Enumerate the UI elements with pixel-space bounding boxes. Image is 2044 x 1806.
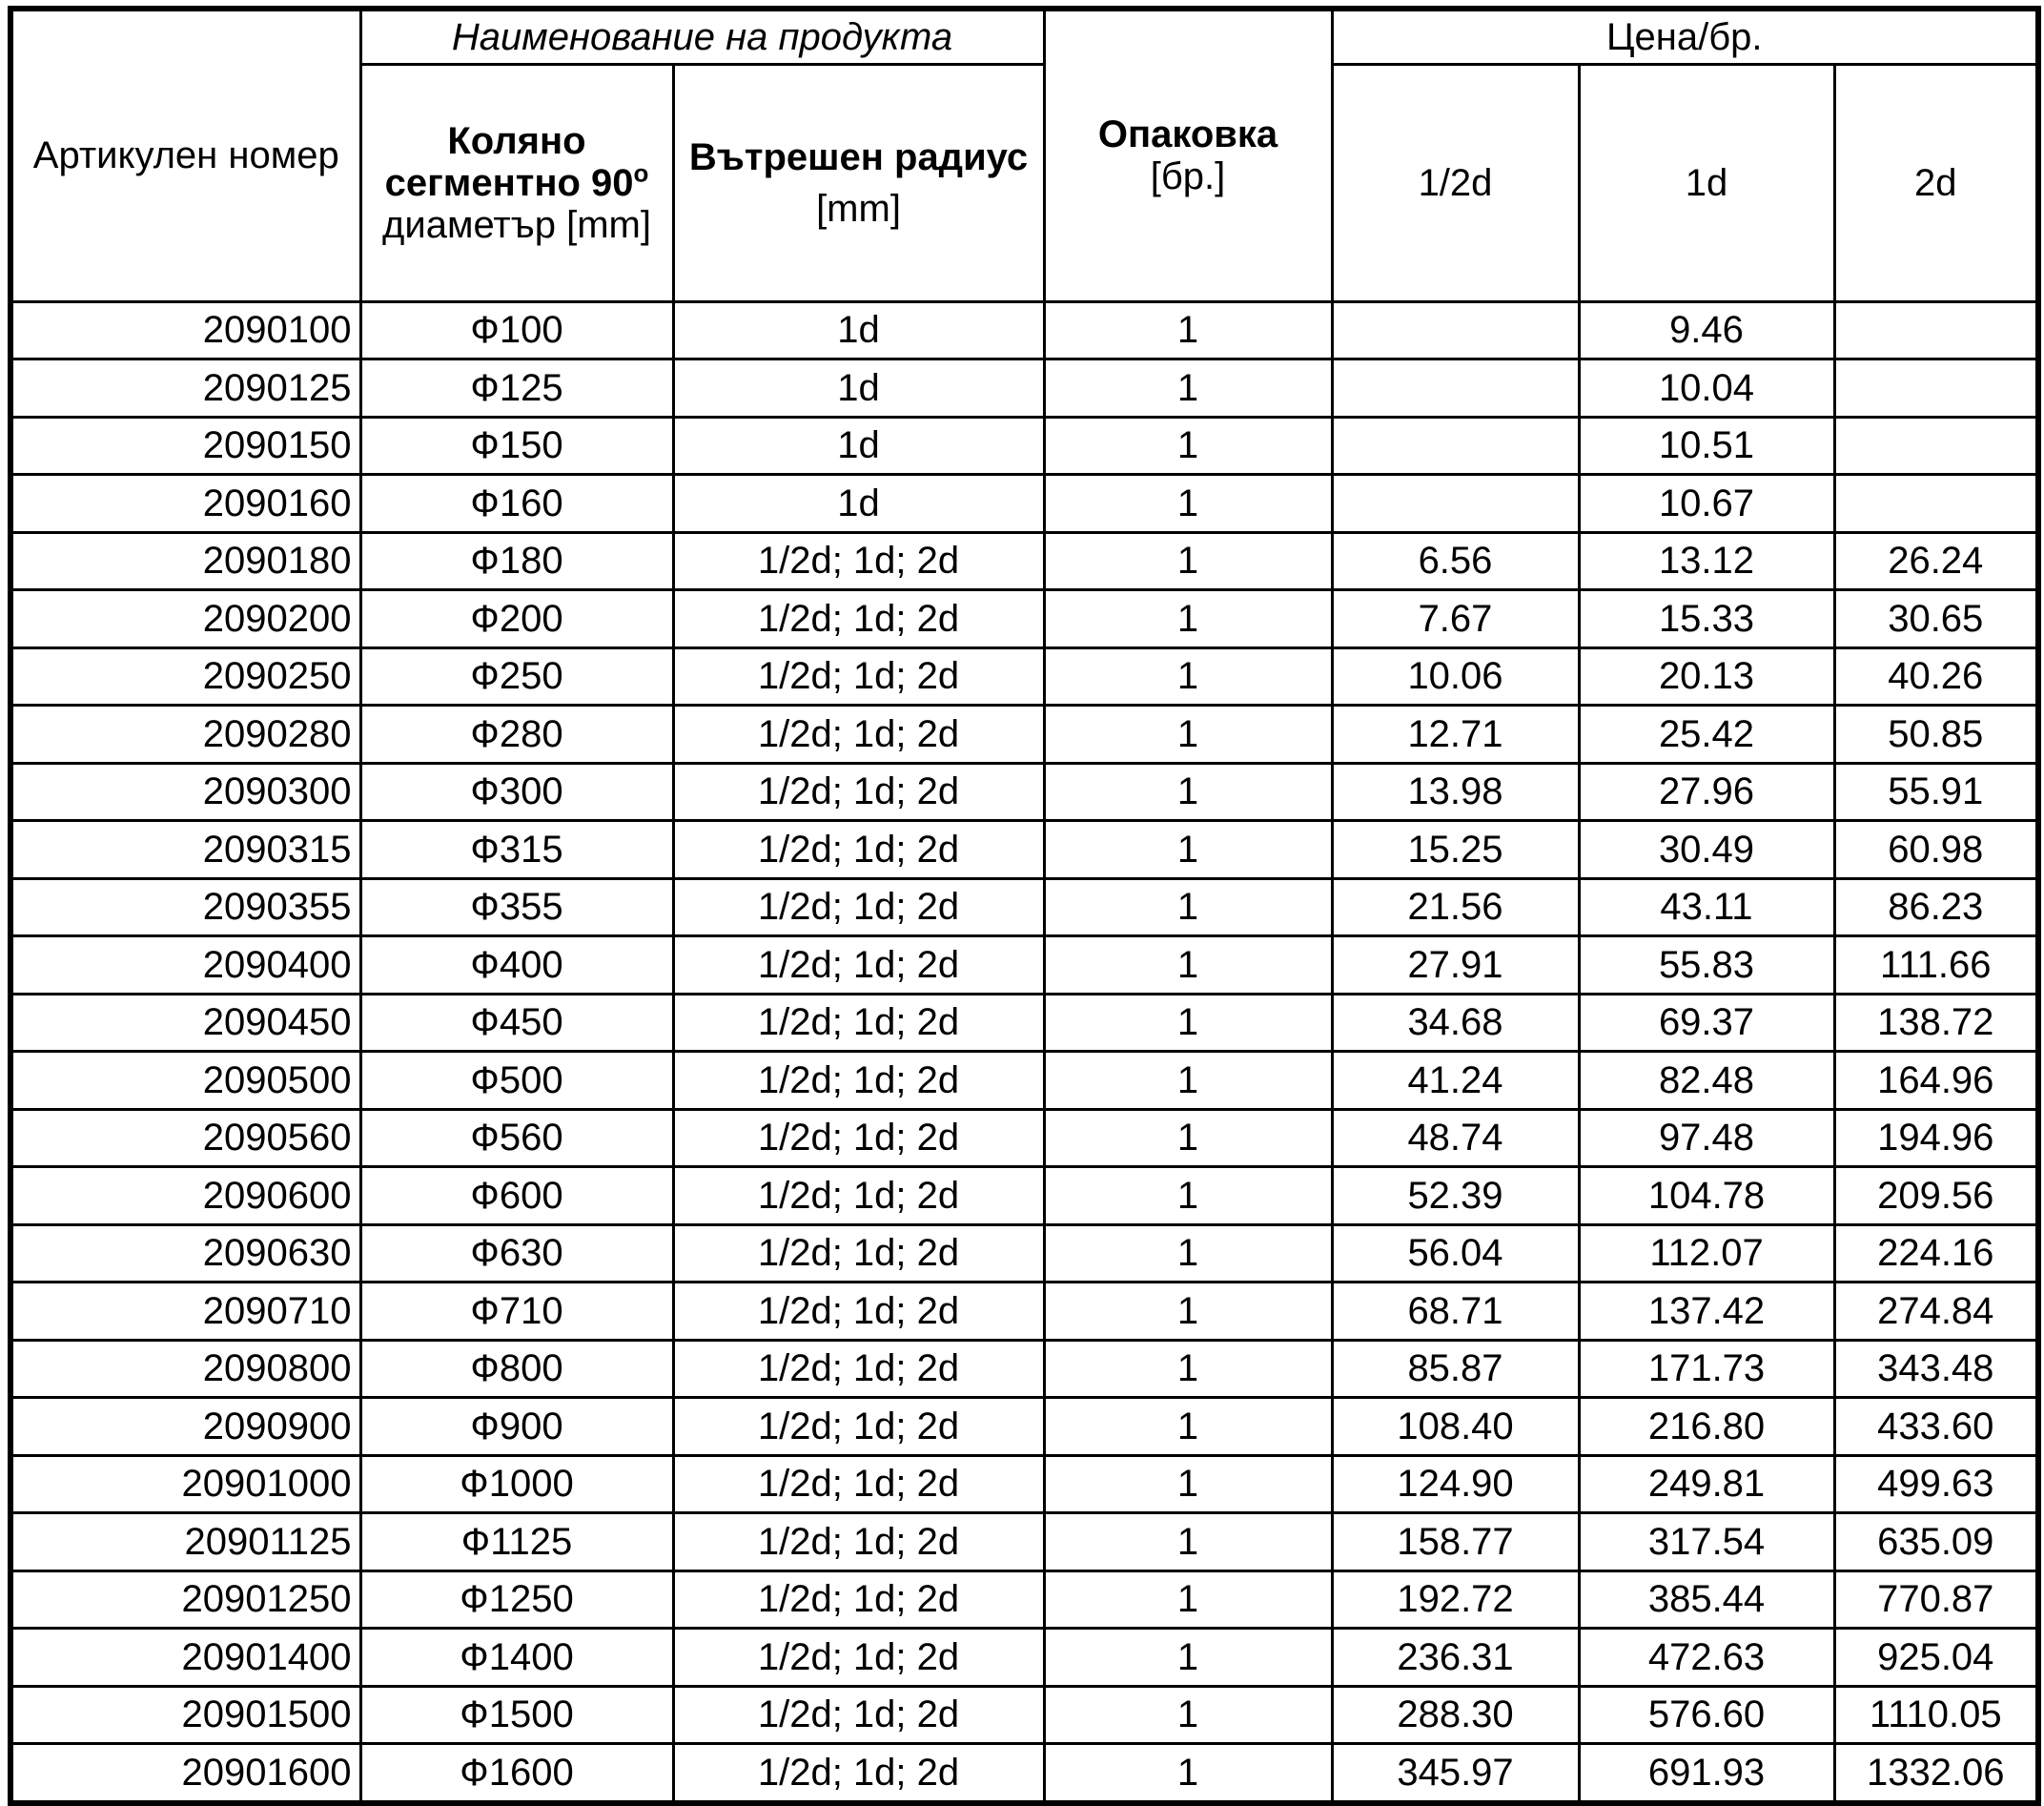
cell-package: 1 <box>1044 1513 1332 1571</box>
table-row <box>10 1570 2038 1629</box>
cell-package: 1 <box>1044 590 1332 648</box>
table-row <box>10 417 2038 475</box>
cell-price-2d: 138.72 <box>1834 994 2038 1052</box>
cell-article-number: 2090180 <box>10 532 360 590</box>
cell-package: 1 <box>1044 1629 1332 1687</box>
cell-inner-radius: 1/2d; 1d; 2d <box>673 1109 1044 1167</box>
header-price-2d: 2d <box>1834 64 2038 301</box>
cell-price-half-d: 34.68 <box>1332 994 1579 1052</box>
cell-package: 1 <box>1044 994 1332 1052</box>
cell-price-1d: 27.96 <box>1579 763 1834 821</box>
cell-diameter: Ф710 <box>360 1283 673 1341</box>
cell-price-1d: 15.33 <box>1579 590 1834 648</box>
header-elbow-line3: диаметър [mm] <box>382 203 651 246</box>
cell-diameter: Ф450 <box>360 994 673 1052</box>
cell-price-half-d <box>1332 417 1579 475</box>
cell-diameter: Ф150 <box>360 417 673 475</box>
cell-package: 1 <box>1044 475 1332 533</box>
cell-price-1d: 82.48 <box>1579 1052 1834 1110</box>
table-row <box>10 590 2038 648</box>
cell-article-number: 2090450 <box>10 994 360 1052</box>
cell-diameter: Ф100 <box>360 301 673 359</box>
cell-package: 1 <box>1044 1340 1332 1398</box>
cell-diameter: Ф600 <box>360 1167 673 1225</box>
cell-article-number: 20901600 <box>10 1744 360 1803</box>
cell-price-1d: 10.51 <box>1579 417 1834 475</box>
cell-price-2d: 770.87 <box>1834 1570 2038 1629</box>
header-elbow-diameter <box>360 64 673 301</box>
cell-price-2d: 30.65 <box>1834 590 2038 648</box>
table-row <box>10 301 2038 359</box>
header-product-name: Наименование на продукта <box>360 9 1044 64</box>
cell-package: 1 <box>1044 706 1332 764</box>
cell-package: 1 <box>1044 936 1332 995</box>
cell-inner-radius: 1/2d; 1d; 2d <box>673 1686 1044 1744</box>
header-inner-radius-unit: [mm] <box>816 187 901 230</box>
cell-price-2d: 209.56 <box>1834 1167 2038 1225</box>
cell-price-1d: 249.81 <box>1579 1455 1834 1513</box>
cell-diameter: Ф280 <box>360 706 673 764</box>
cell-inner-radius: 1/2d; 1d; 2d <box>673 936 1044 995</box>
cell-price-half-d <box>1332 475 1579 533</box>
cell-inner-radius: 1/2d; 1d; 2d <box>673 1513 1044 1571</box>
cell-article-number: 20901500 <box>10 1686 360 1744</box>
cell-price-half-d <box>1332 359 1579 418</box>
cell-package: 1 <box>1044 1570 1332 1629</box>
cell-diameter: Ф160 <box>360 475 673 533</box>
table-row <box>10 821 2038 879</box>
cell-inner-radius: 1/2d; 1d; 2d <box>673 1744 1044 1803</box>
cell-package: 1 <box>1044 1455 1332 1513</box>
table-row <box>10 1744 2038 1803</box>
cell-inner-radius: 1/2d; 1d; 2d <box>673 994 1044 1052</box>
table-row <box>10 1283 2038 1341</box>
cell-price-half-d: 21.56 <box>1332 878 1579 936</box>
cell-package: 1 <box>1044 878 1332 936</box>
header-degree-mark: o <box>633 158 649 188</box>
cell-price-half-d: 7.67 <box>1332 590 1579 648</box>
cell-article-number: 20901000 <box>10 1455 360 1513</box>
cell-price-half-d: 85.87 <box>1332 1340 1579 1398</box>
cell-package: 1 <box>1044 1283 1332 1341</box>
cell-article-number: 2090100 <box>10 301 360 359</box>
header-elbow-line1: Коляно <box>447 119 586 162</box>
cell-price-half-d: 10.06 <box>1332 647 1579 706</box>
table-row <box>10 1109 2038 1167</box>
cell-inner-radius: 1/2d; 1d; 2d <box>673 1455 1044 1513</box>
header-price-1d: 1d <box>1579 64 1834 301</box>
cell-price-1d: 171.73 <box>1579 1340 1834 1398</box>
cell-diameter: Ф1000 <box>360 1455 673 1513</box>
cell-article-number: 2090200 <box>10 590 360 648</box>
cell-inner-radius: 1/2d; 1d; 2d <box>673 1224 1044 1283</box>
cell-diameter: Ф180 <box>360 532 673 590</box>
cell-diameter: Ф900 <box>360 1398 673 1456</box>
table-row <box>10 1340 2038 1398</box>
table-row <box>10 1167 2038 1225</box>
cell-article-number: 2090300 <box>10 763 360 821</box>
cell-price-half-d: 192.72 <box>1332 1570 1579 1629</box>
cell-article-number: 2090500 <box>10 1052 360 1110</box>
table-row <box>10 1513 2038 1571</box>
cell-diameter: Ф355 <box>360 878 673 936</box>
cell-price-1d: 10.04 <box>1579 359 1834 418</box>
cell-diameter: Ф630 <box>360 1224 673 1283</box>
cell-inner-radius: 1d <box>673 359 1044 418</box>
cell-price-half-d: 124.90 <box>1332 1455 1579 1513</box>
cell-article-number: 2090315 <box>10 821 360 879</box>
cell-price-half-d: 108.40 <box>1332 1398 1579 1456</box>
table-row <box>10 706 2038 764</box>
cell-price-2d: 433.60 <box>1834 1398 2038 1456</box>
cell-price-1d: 9.46 <box>1579 301 1834 359</box>
cell-price-1d: 317.54 <box>1579 1513 1834 1571</box>
cell-price-2d: 1110.05 <box>1834 1686 2038 1744</box>
cell-inner-radius: 1/2d; 1d; 2d <box>673 821 1044 879</box>
cell-price-1d: 216.80 <box>1579 1398 1834 1456</box>
table-row <box>10 1052 2038 1110</box>
cell-price-1d: 13.12 <box>1579 532 1834 590</box>
cell-article-number: 20901125 <box>10 1513 360 1571</box>
cell-price-2d <box>1834 475 2038 533</box>
cell-article-number: 2090560 <box>10 1109 360 1167</box>
header-elbow-line2 <box>362 158 672 204</box>
cell-inner-radius: 1d <box>673 417 1044 475</box>
cell-inner-radius: 1/2d; 1d; 2d <box>673 532 1044 590</box>
cell-price-1d: 97.48 <box>1579 1109 1834 1167</box>
cell-inner-radius: 1/2d; 1d; 2d <box>673 1052 1044 1110</box>
cell-price-2d <box>1834 301 2038 359</box>
cell-article-number: 2090900 <box>10 1398 360 1456</box>
cell-price-2d: 26.24 <box>1834 532 2038 590</box>
cell-diameter: Ф1500 <box>360 1686 673 1744</box>
cell-package: 1 <box>1044 647 1332 706</box>
cell-package: 1 <box>1044 821 1332 879</box>
cell-package: 1 <box>1044 763 1332 821</box>
table-row <box>10 1455 2038 1513</box>
cell-package: 1 <box>1044 1167 1332 1225</box>
cell-diameter: Ф500 <box>360 1052 673 1110</box>
header-price-per-piece: Цена/бр. <box>1332 9 2038 64</box>
cell-price-1d: 69.37 <box>1579 994 1834 1052</box>
cell-diameter: Ф300 <box>360 763 673 821</box>
cell-package: 1 <box>1044 359 1332 418</box>
table-row <box>10 1629 2038 1687</box>
cell-price-2d: 224.16 <box>1834 1224 2038 1283</box>
cell-package: 1 <box>1044 1686 1332 1744</box>
cell-price-1d: 385.44 <box>1579 1570 1834 1629</box>
cell-package: 1 <box>1044 301 1332 359</box>
cell-package: 1 <box>1044 1052 1332 1110</box>
cell-price-2d: 274.84 <box>1834 1283 2038 1341</box>
cell-price-1d: 472.63 <box>1579 1629 1834 1687</box>
cell-price-half-d: 6.56 <box>1332 532 1579 590</box>
cell-price-1d: 30.49 <box>1579 821 1834 879</box>
cell-price-2d: 111.66 <box>1834 936 2038 995</box>
cell-article-number: 2090630 <box>10 1224 360 1283</box>
cell-inner-radius: 1/2d; 1d; 2d <box>673 1283 1044 1341</box>
header-inner-radius-label: Вътрешен радиус <box>688 135 1029 178</box>
cell-inner-radius: 1/2d; 1d; 2d <box>673 1570 1044 1629</box>
cell-inner-radius: 1/2d; 1d; 2d <box>673 706 1044 764</box>
cell-diameter: Ф125 <box>360 359 673 418</box>
cell-price-2d: 343.48 <box>1834 1340 2038 1398</box>
cell-inner-radius: 1/2d; 1d; 2d <box>673 1167 1044 1225</box>
cell-price-2d: 164.96 <box>1834 1052 2038 1110</box>
header-price-half-d: 1/2d <box>1332 64 1579 301</box>
cell-price-2d: 40.26 <box>1834 647 2038 706</box>
header-inner-radius <box>673 64 1044 301</box>
cell-price-half-d <box>1332 301 1579 359</box>
cell-price-2d: 55.91 <box>1834 763 2038 821</box>
cell-price-1d: 20.13 <box>1579 647 1834 706</box>
table-row <box>10 475 2038 533</box>
cell-package: 1 <box>1044 1744 1332 1803</box>
cell-inner-radius: 1/2d; 1d; 2d <box>673 1629 1044 1687</box>
cell-price-half-d: 288.30 <box>1332 1686 1579 1744</box>
cell-article-number: 20901400 <box>10 1629 360 1687</box>
cell-price-2d <box>1834 359 2038 418</box>
table-row <box>10 647 2038 706</box>
cell-price-2d: 635.09 <box>1834 1513 2038 1571</box>
cell-price-half-d: 15.25 <box>1332 821 1579 879</box>
header-package <box>1044 9 1332 301</box>
cell-inner-radius: 1/2d; 1d; 2d <box>673 763 1044 821</box>
cell-price-2d: 499.63 <box>1834 1455 2038 1513</box>
cell-price-2d <box>1834 417 2038 475</box>
cell-price-half-d: 48.74 <box>1332 1109 1579 1167</box>
price-table <box>8 6 2041 1806</box>
table-row <box>10 1224 2038 1283</box>
cell-inner-radius: 1/2d; 1d; 2d <box>673 1398 1044 1456</box>
table-row <box>10 1686 2038 1744</box>
cell-diameter: Ф1250 <box>360 1570 673 1629</box>
cell-article-number: 2090280 <box>10 706 360 764</box>
cell-price-half-d: 345.97 <box>1332 1744 1579 1803</box>
cell-price-2d: 60.98 <box>1834 821 2038 879</box>
table-row <box>10 359 2038 418</box>
cell-price-half-d: 52.39 <box>1332 1167 1579 1225</box>
header-package-unit: [бр.] <box>1150 155 1226 198</box>
cell-price-half-d: 13.98 <box>1332 763 1579 821</box>
cell-diameter: Ф560 <box>360 1109 673 1167</box>
cell-price-1d: 691.93 <box>1579 1744 1834 1803</box>
table-body <box>10 301 2038 1803</box>
cell-inner-radius: 1/2d; 1d; 2d <box>673 647 1044 706</box>
cell-article-number: 2090800 <box>10 1340 360 1398</box>
cell-diameter: Ф1600 <box>360 1744 673 1803</box>
cell-price-half-d: 56.04 <box>1332 1224 1579 1283</box>
cell-package: 1 <box>1044 1398 1332 1456</box>
cell-price-2d: 1332.06 <box>1834 1744 2038 1803</box>
cell-article-number: 2090355 <box>10 878 360 936</box>
cell-price-1d: 55.83 <box>1579 936 1834 995</box>
cell-price-2d: 86.23 <box>1834 878 2038 936</box>
cell-price-half-d: 158.77 <box>1332 1513 1579 1571</box>
cell-article-number: 2090160 <box>10 475 360 533</box>
cell-inner-radius: 1d <box>673 301 1044 359</box>
table-row <box>10 994 2038 1052</box>
header-article-number: Артикулен номер <box>10 9 360 301</box>
cell-article-number: 2090400 <box>10 936 360 995</box>
cell-price-half-d: 236.31 <box>1332 1629 1579 1687</box>
cell-price-1d: 137.42 <box>1579 1283 1834 1341</box>
price-table-wrapper <box>8 6 2041 1806</box>
cell-inner-radius: 1/2d; 1d; 2d <box>673 878 1044 936</box>
cell-diameter: Ф800 <box>360 1340 673 1398</box>
table-row <box>10 1398 2038 1456</box>
header-package-label: Опаковка <box>1097 113 1278 156</box>
cell-price-half-d: 27.91 <box>1332 936 1579 995</box>
cell-price-1d: 25.42 <box>1579 706 1834 764</box>
cell-package: 1 <box>1044 1224 1332 1283</box>
cell-package: 1 <box>1044 1109 1332 1167</box>
cell-package: 1 <box>1044 532 1332 590</box>
cell-article-number: 2090710 <box>10 1283 360 1341</box>
cell-inner-radius: 1/2d; 1d; 2d <box>673 590 1044 648</box>
cell-price-half-d: 68.71 <box>1332 1283 1579 1341</box>
table-row <box>10 763 2038 821</box>
cell-price-2d: 194.96 <box>1834 1109 2038 1167</box>
cell-diameter: Ф200 <box>360 590 673 648</box>
cell-diameter: Ф1400 <box>360 1629 673 1687</box>
table-row <box>10 532 2038 590</box>
cell-price-2d: 50.85 <box>1834 706 2038 764</box>
cell-article-number: 2090150 <box>10 417 360 475</box>
cell-diameter: Ф315 <box>360 821 673 879</box>
cell-price-1d: 112.07 <box>1579 1224 1834 1283</box>
cell-article-number: 2090125 <box>10 359 360 418</box>
cell-article-number: 2090250 <box>10 647 360 706</box>
cell-article-number: 20901250 <box>10 1570 360 1629</box>
cell-diameter: Ф1125 <box>360 1513 673 1571</box>
table-row <box>10 878 2038 936</box>
cell-price-1d: 576.60 <box>1579 1686 1834 1744</box>
cell-inner-radius: 1/2d; 1d; 2d <box>673 1340 1044 1398</box>
cell-price-half-d: 41.24 <box>1332 1052 1579 1110</box>
cell-price-half-d: 12.71 <box>1332 706 1579 764</box>
cell-price-1d: 43.11 <box>1579 878 1834 936</box>
cell-diameter: Ф250 <box>360 647 673 706</box>
cell-price-1d: 10.67 <box>1579 475 1834 533</box>
cell-price-2d: 925.04 <box>1834 1629 2038 1687</box>
table-row <box>10 936 2038 995</box>
header-elbow-line2-text: сегментно 90 <box>384 161 634 204</box>
cell-price-1d: 104.78 <box>1579 1167 1834 1225</box>
cell-diameter: Ф400 <box>360 936 673 995</box>
cell-inner-radius: 1d <box>673 475 1044 533</box>
table-header <box>10 9 2038 301</box>
cell-article-number: 2090600 <box>10 1167 360 1225</box>
cell-package: 1 <box>1044 417 1332 475</box>
